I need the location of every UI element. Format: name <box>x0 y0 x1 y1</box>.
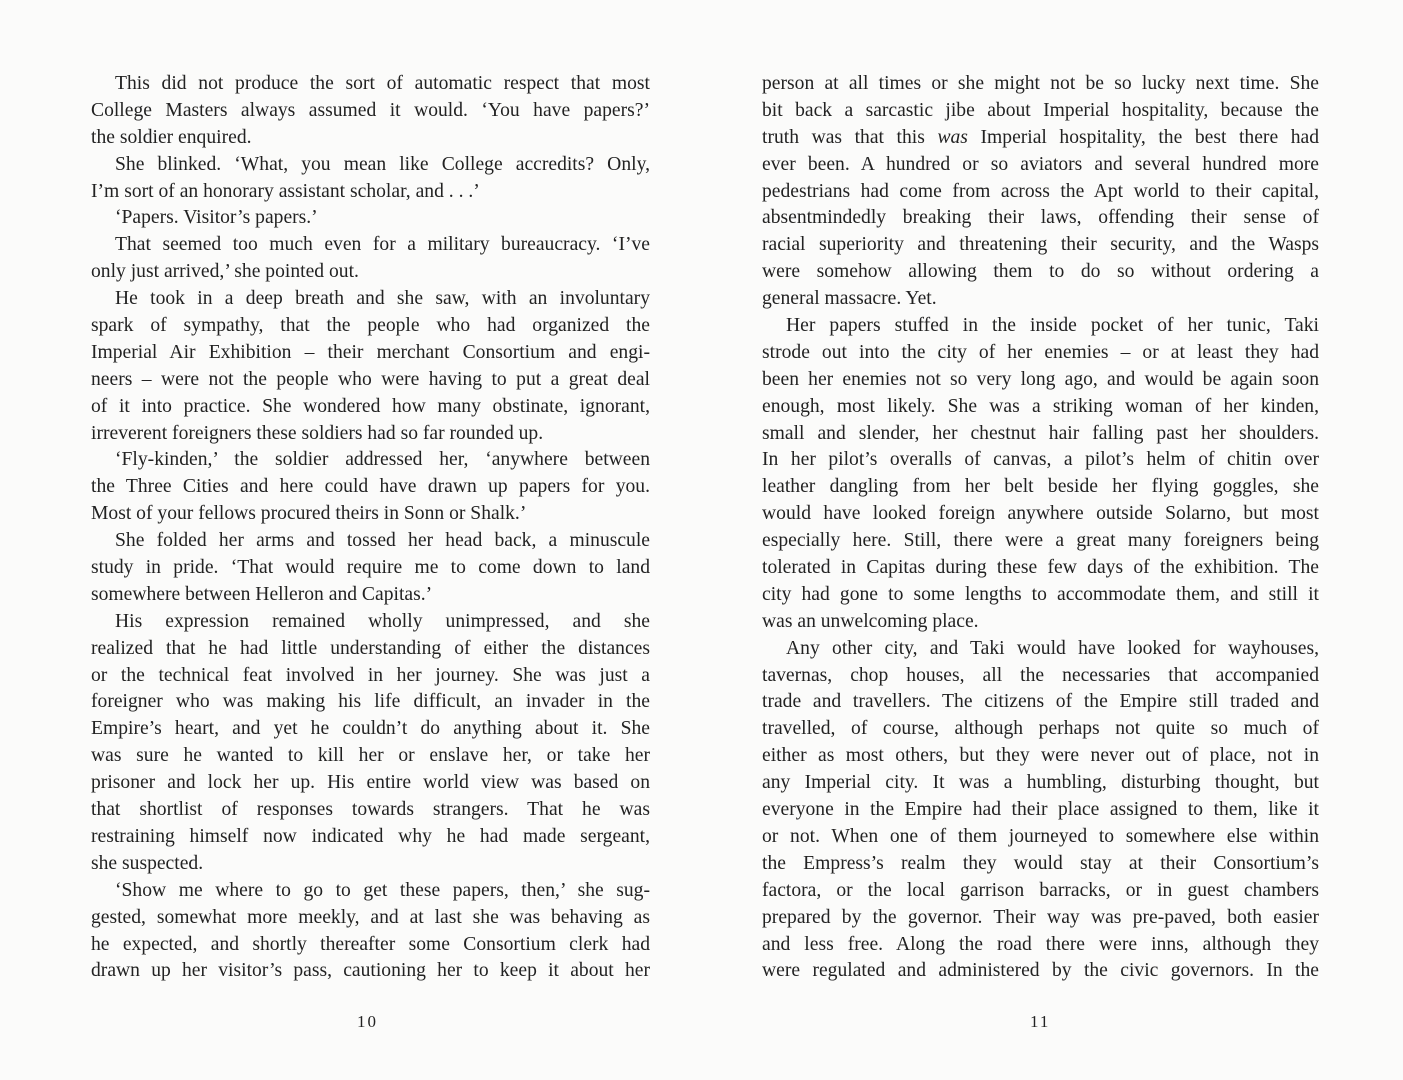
page-number: 10 <box>357 1012 378 1031</box>
text-line: was sure he wanted to kill her or enslave her, or take her <box>91 745 650 767</box>
text-line: the soldier enquired. <box>91 126 252 148</box>
text-line: that shortlist of responses towards strangers. That he was <box>91 799 650 821</box>
text-line: enough, most likely. She was a striking woman of her kinden, <box>762 395 1319 417</box>
text-line: She folded her arms and tossed her head back, a minuscule <box>115 530 650 552</box>
text-line: In her pilot’s overalls of canvas, a pilot’s helm of chitin over <box>762 449 1319 471</box>
text-line: trade and travellers. The citizens of the Empire still traded and <box>762 691 1319 713</box>
text-line: person at all times or she might not be so lucky next time. She <box>762 73 1319 94</box>
text-line: Her papers stuffed in the inside pocket of her tunic, Taki <box>786 315 1319 337</box>
text-line: small and slender, her chestnut hair falling past her shoulders. <box>762 422 1319 444</box>
text-line: ‘Papers. Visitor’s papers.’ <box>115 207 318 229</box>
text-line: somewhere between Helleron and Capitas.’ <box>91 583 433 605</box>
text-line: study in pride. ‘That would require me to come down to land <box>91 557 650 579</box>
text-line: neers – were not the people who were having to put a great deal <box>91 368 650 390</box>
text-line: general massacre. Yet. <box>762 288 937 310</box>
text-line: tolerated in Capitas during these few days of the exhibition. The <box>762 557 1319 579</box>
text-line: ever been. A hundred or so aviators and several hundred more <box>762 153 1319 175</box>
text-line: travelled, of course, although perhaps not quite so much of <box>762 718 1319 740</box>
text-line: were regulated and administered by the civic governors. In the <box>762 960 1319 982</box>
text-line: gested, somewhat more meekly, and at last she was behaving as <box>91 906 650 928</box>
text-line: any Imperial city. It was a humbling, disturbing thought, but <box>762 772 1319 794</box>
text-line: been her enemies not so very long ago, and would be again soon <box>762 368 1319 390</box>
text-line: ‘Show me where to go to get these papers, then,’ she sug- <box>115 879 650 901</box>
text-line: factora, or the local garrison barracks, or in guest chambers <box>762 879 1319 901</box>
text-line: strode out into the city of her enemies – or at least they had <box>762 341 1319 363</box>
text-line: His expression remained wholly unimpressed, and she <box>115 610 650 632</box>
text-line: either as most others, but they were never out of place, not in <box>762 745 1319 767</box>
text-line: or not. When one of them journeyed to somewhere else within <box>762 825 1319 847</box>
text-line: That seemed too much even for a military bureaucracy. ‘I’ve <box>115 234 650 256</box>
text-line: realized that he had little understanding of either the distances <box>91 637 650 659</box>
page-number: 11 <box>1030 1012 1051 1031</box>
text-line: everyone in the Empire had their place assigned to them, like it <box>762 799 1319 821</box>
text-line: only just arrived,’ she pointed out. <box>91 261 359 283</box>
text-line: truth was that this was Imperial hospitality, the best there had <box>762 126 1320 148</box>
text-line: especially here. Still, there were a great many foreigners being <box>762 530 1319 552</box>
text-line: and less free. Along the road there were inns, although they <box>762 933 1319 955</box>
text-line: the Three Cities and here could have drawn up papers for you. <box>91 476 650 498</box>
text-line: prepared by the governor. Their way was pre-paved, both easier <box>762 906 1319 928</box>
text-line: racial superiority and threatening their security, and the Wasps <box>762 234 1319 256</box>
text-line: ‘Fly-kinden,’ the soldier addressed her, ‘anywhere between <box>115 449 650 471</box>
text-line: restraining himself now indicated why he had made sergeant, <box>91 825 650 847</box>
text-line: or the technical feat involved in her journey. She was just a <box>91 664 650 686</box>
text-line: leather dangling from her belt beside her flying goggles, she <box>762 476 1319 498</box>
text-line: drawn up her visitor’s pass, cautioning her to keep it about her <box>91 960 650 982</box>
text-line: tavernas, chop houses, all the necessaries that accompanied <box>762 664 1319 686</box>
text-line: she suspected. <box>91 852 204 874</box>
text-line: irreverent foreigners these soldiers had so far rounded up. <box>91 422 544 444</box>
text-line: he expected, and shortly thereafter some Consortium clerk had <box>91 933 650 955</box>
text-line: spark of sympathy, that the people who had organized the <box>91 315 650 337</box>
text-line: bit back a sarcastic jibe about Imperial hospitality, because the <box>762 99 1319 121</box>
right-page-text <box>762 71 1319 985</box>
text-line: was an unwelcoming place. <box>762 610 979 632</box>
emphasis: was <box>937 126 968 148</box>
right-page <box>701 0 1403 1080</box>
left-page-text <box>91 71 650 985</box>
text-line: were somehow allowing them to do so without ordering a <box>762 261 1319 283</box>
text-line: He took in a deep breath and she saw, with an involuntary <box>115 288 650 310</box>
text-line: city had gone to some lengths to accommodate them, and still it <box>762 583 1319 605</box>
text-line: pedestrians had come from across the Apt world to their capital, <box>762 180 1319 202</box>
text-line: College Masters always assumed it would. ‘You have papers?’ <box>91 99 650 121</box>
text-line: Most of your fellows procured theirs in Sonn or Shalk.’ <box>91 503 527 525</box>
text-line: would have looked foreign anywhere outside Solarno, but most <box>762 503 1319 525</box>
text-line: prisoner and lock her up. His entire world view was based on <box>91 772 650 794</box>
left-page <box>0 0 701 1080</box>
text-line: Empire’s heart, and yet he couldn’t do anything about it. She <box>91 718 650 740</box>
text-line: absentmindedly breaking their laws, offending their sense of <box>762 207 1319 229</box>
text-line: Any other city, and Taki would have looked for wayhouses, <box>786 637 1319 659</box>
text-line: of it into practice. She wondered how many obstinate, ignorant, <box>91 395 650 417</box>
text-line: the Empress’s realm they would stay at their Consortium’s <box>762 852 1319 874</box>
text-line: She blinked. ‘What, you mean like College accredits? Only, <box>115 153 650 175</box>
text-line: This did not produce the sort of automatic respect that most <box>115 73 650 94</box>
text-line: Imperial Air Exhibition – their merchant Consortium and engi- <box>91 341 650 363</box>
text-line: I’m sort of an honorary assistant scholar, and . . .’ <box>91 180 480 202</box>
text-line: foreigner who was making his life difficult, an invader in the <box>91 691 650 713</box>
